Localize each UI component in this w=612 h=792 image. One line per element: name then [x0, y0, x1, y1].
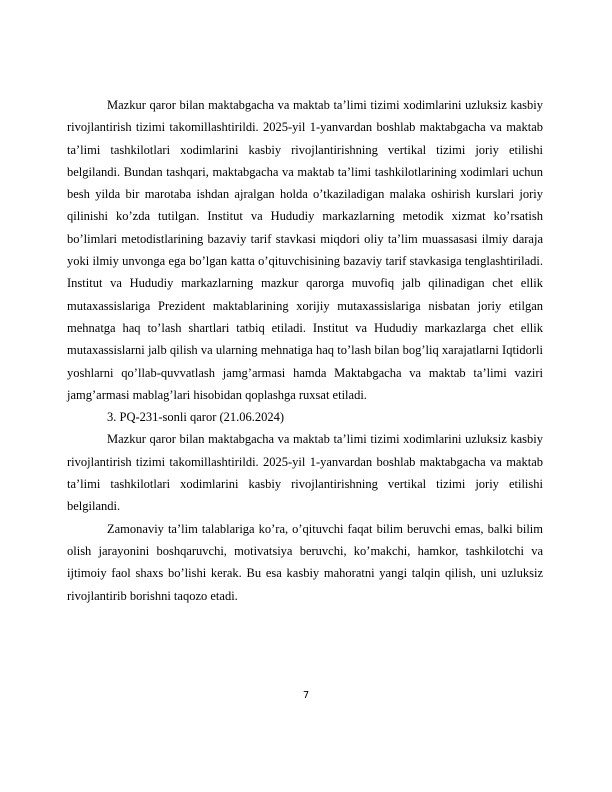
page-number: 7 — [302, 690, 310, 701]
paragraph-modern-education: Zamonaviy ta’lim talablariga ko’ra, o’qituvchi faqat bilim beruvchi emas, balki bilim olish jarayonini boshqaruvchi, motivatsiya beruvchi, ko’makchi, hamkor, tashkilotchi va ijtimoiy faol shaxs bo’lishi kerak. Bu esa kasbiy mahoratni yangi talqin qilish, uni uzluksiz rivojlantirib borishni taqozo etadi. — [67, 521, 543, 603]
paragraph-decree-summary: Mazkur qaror bilan maktabgacha va maktab ta’limi tizimi xodimlarini uzluksiz kasbiy rivojlantirish tizimi takomillashtirildi. 2025-yil 1-yanvardan boshlab maktabgacha va maktab ta’limi tashkilotlari xodimlarini kasbiy rivojlantirishning vertikal tizimi joriy etilishi belgilandi. Bundan tashqari, maktabgacha va maktab ta’limi tashkilotlarining xodimlari uchun besh yilda bir marotaba ishdan ajralgan holda o’tkaziladigan malaka oshirish kurslari joriy qilinishi ko’zda tutilgan. Institut va Hududiy markazlarning metodik xizmat ko’rsatish bo’limlari metodistlarining bazaviy tarif stavkasi miqdori oliy ta’lim muassasasi ilmiy daraja yoki ilmiy unvonga ega bo’lgan katta o’qituvchisining bazaviy tarif stavkasiga tenglashtiriladi. Institut va Hududiy markazlarning mazkur qarorga muvofiq jalb qilinadigan chet ellik mutaxassislariga Prezident maktablarining xorijiy mutaxassislariga nisbatan joriy etilgan mehnatga haq to’lash shartlari tatbiq etiladi. Institut va Hududiy markazlarga chet ellik mutaxassislarni jalb qilish va ularning mehnatiga haq to’lash bilan bog’liq xarajatlarni Iqtidorli yoshlarni qo’llab-quvvatlash jamg’armasi hamda Maktabgacha va maktab ta’limi vaziri jamg’armasi mablag’lari hisobidan qoplashga ruxsat etiladi. — [67, 98, 543, 402]
document-body — [67, 94, 543, 607]
paragraph-decree-heading: 3. PQ-231-sonli qaror (21.06.2024) — [107, 410, 285, 425]
paragraph-decree-details: Mazkur qaror bilan maktabgacha va maktab ta’limi tizimi xodimlarini uzluksiz kasbiy rivojlantirish tizimi takomillashtirildi. 2025-yil 1-yanvardan boshlab maktabgacha va maktab ta’limi tashkilotlari xodimlarini kasbiy rivojlantirishning vertikal tizimi joriy etilishi belgilandi. — [67, 432, 543, 514]
